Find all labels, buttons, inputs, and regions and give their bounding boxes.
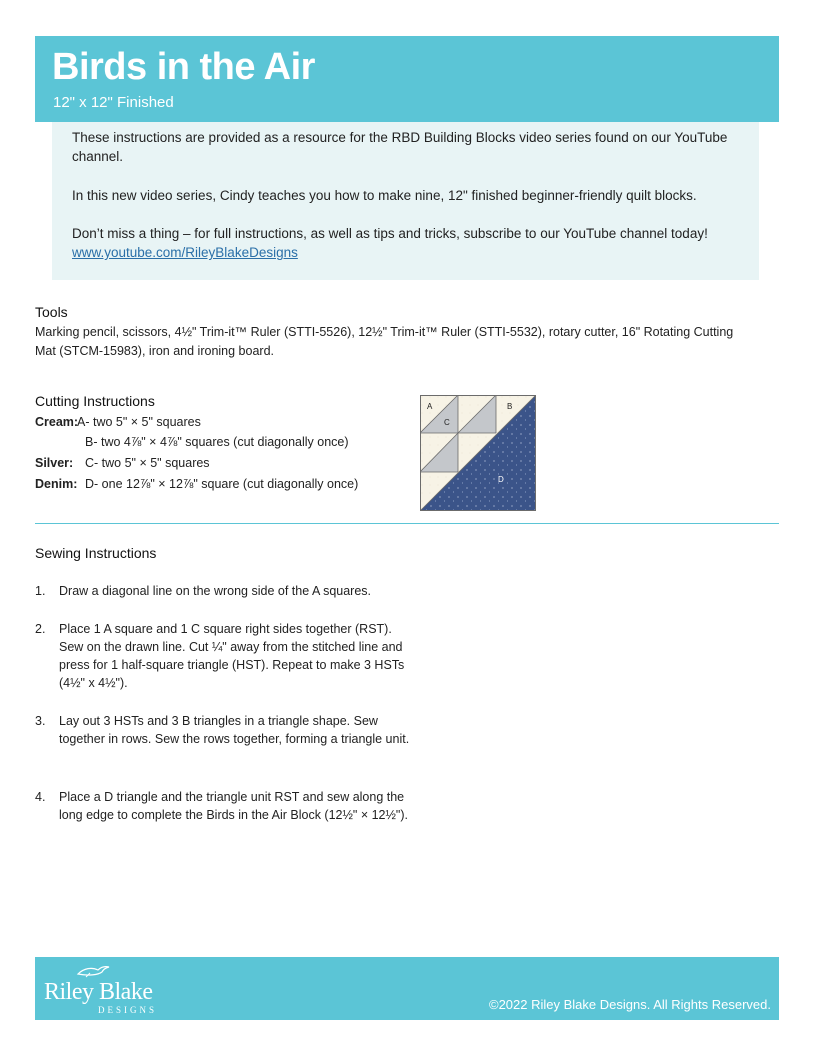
footer-banner bbox=[35, 957, 779, 1020]
section-divider bbox=[35, 523, 779, 524]
step-number: 1. bbox=[35, 584, 46, 598]
intro-box bbox=[52, 122, 759, 280]
logo-name: Riley Blake bbox=[44, 979, 153, 1005]
label-d: D bbox=[498, 475, 504, 484]
cutting-row bbox=[35, 475, 358, 493]
step-number: 4. bbox=[35, 790, 46, 804]
step-number: 2. bbox=[35, 622, 46, 636]
cutting-row-text: B- two 4⅞" × 4⅞" squares (cut diagonally once) bbox=[85, 435, 349, 449]
cutting-row-text: C- two 5" × 5" squares bbox=[85, 456, 210, 470]
step-text: Draw a diagonal line on the wrong side of the A squares. bbox=[59, 584, 372, 598]
intro-paragraph-1: These instructions are provided as a resource for the RBD Building Blocks video series found on our YouTube channel. bbox=[72, 130, 728, 164]
copyright-text: ©2022 Riley Blake Designs. All Rights Reserved. bbox=[489, 997, 771, 1012]
label-c: C bbox=[444, 418, 450, 427]
label-b: B bbox=[507, 402, 513, 411]
step-text: Place 1 A square and 1 C square right sides together (RST). Sew on the drawn line. Cut ¼" away from the stitched line and press for 1 half-square triangle (HST). Repeat to make 3 HSTs (4½" x 4½"). bbox=[59, 622, 405, 690]
cutting-row-text: A- two 5" × 5" squares bbox=[77, 415, 201, 429]
cutting-row-text: D- one 12⅞" × 12⅞" square (cut diagonally once) bbox=[85, 477, 359, 491]
youtube-link[interactable]: www.youtube.com/RileyBlakeDesigns bbox=[72, 245, 298, 260]
logo-subtitle: DESIGNS bbox=[98, 1005, 158, 1015]
page-title: Birds in the Air bbox=[52, 46, 315, 88]
step-text: Lay out 3 HSTs and 3 B triangles in a triangle shape. Sew together in rows. Sew the rows together, forming a triangle unit. bbox=[59, 714, 410, 746]
intro-paragraph-2: In this new video series, Cindy teaches you how to make nine, 12" finished beginner-friendly quilt blocks. bbox=[72, 188, 697, 203]
cutting-row-label: Cream: bbox=[35, 415, 79, 429]
cutting-row-label: Silver: bbox=[35, 456, 74, 470]
cutting-row bbox=[35, 413, 201, 431]
cutting-heading: Cutting Instructions bbox=[35, 393, 155, 409]
sewing-heading: Sewing Instructions bbox=[35, 545, 157, 561]
step-text: Place a D triangle and the triangle unit RST and sew along the long edge to complete the Birds in the Air Block (12½" × 12½"). bbox=[59, 790, 409, 822]
step-number: 3. bbox=[35, 714, 46, 728]
tools-heading: Tools bbox=[35, 304, 68, 320]
page-subtitle: 12" x 12" Finished bbox=[53, 94, 174, 111]
riley-blake-logo bbox=[44, 969, 184, 1015]
intro-paragraph-3 bbox=[72, 224, 742, 262]
bird-icon bbox=[76, 964, 110, 978]
cutting-row-label: Denim: bbox=[35, 477, 78, 491]
birds-in-the-air-block-diagram bbox=[420, 395, 536, 511]
cutting-row bbox=[35, 433, 349, 451]
cutting-row bbox=[35, 454, 210, 472]
header-banner bbox=[35, 36, 779, 122]
intro-paragraph-3-text: Don’t miss a thing – for full instructions, as well as tips and tricks, subscribe to our YouTube channel today! bbox=[72, 226, 708, 241]
tools-text: Marking pencil, scissors, 4½" Trim-it™ Ruler (STTI-5526), 12½" Trim-it™ Ruler (STTI-5532), rotary cutter, 16" Rotating Cutting Mat (STCM-15983), iron and ironing board. bbox=[35, 325, 734, 358]
label-a: A bbox=[427, 402, 433, 411]
